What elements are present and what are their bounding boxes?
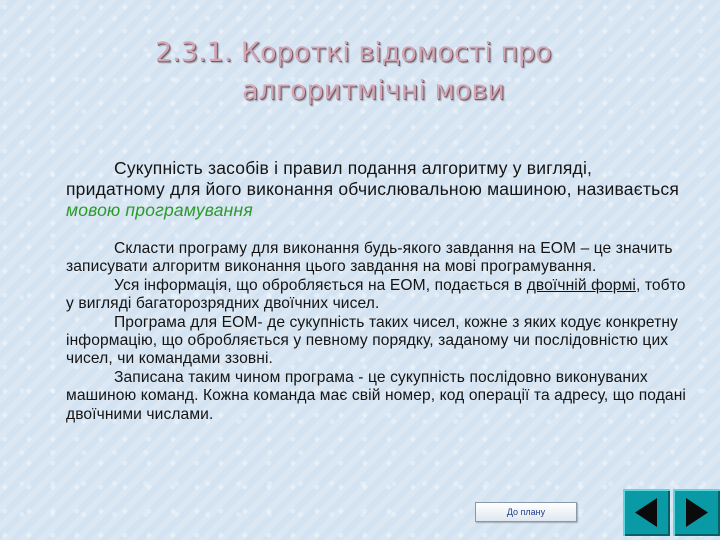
body-paragraph-1 xyxy=(66,240,696,277)
body-paragraph-4 xyxy=(66,369,696,424)
intro-paragraph xyxy=(66,158,696,221)
to-plan-button[interactable]: До плану xyxy=(475,502,577,522)
prev-slide-button[interactable] xyxy=(623,489,670,536)
intro-term: мовою програмування xyxy=(66,200,253,220)
body-paragraph-3-text: Програма для ЕОМ- де сукупність таких чисел, кожне з яких кодує конкретну інформацію, що обробляється у певному порядку, заданому чи послідовністю цих чисел, чи командами ззовні. xyxy=(66,313,679,368)
slide-title-line1: 2.3.1. Короткі відомості про xyxy=(155,37,552,68)
body-paragraph-2-text-end: , тобто у вигляді багаторозрядних двоїчних чисел. xyxy=(66,276,686,313)
body-paragraph-2 xyxy=(66,277,696,314)
intro-text: Сукупність засобів і правил подання алгоритму у вигляді, придатному для його виконання обчислювальною машиною, називається xyxy=(66,158,680,199)
next-slide-button[interactable] xyxy=(673,489,720,536)
body-paragraph-3 xyxy=(66,314,696,369)
body-paragraph-2-text: Уся інформація, що обробляється на ЕОМ, подається в xyxy=(114,276,527,294)
triangle-left-icon xyxy=(623,489,670,536)
slide-title-line2: алгоритмічні мови xyxy=(242,75,505,106)
body-paragraph-4-text: Записана таким чином програма - це сукупність послідовно виконуваних машиною команд. Кожна команда має свій номер, код операції та адресу, що подані двоїчними числами. xyxy=(66,368,686,423)
body-paragraph-1-text: Скласти програму для виконання будь-якого завдання на ЕОМ – це значить записувати алгоритм виконання цього завдання на мові програмування. xyxy=(66,240,673,276)
body-text xyxy=(66,240,696,424)
triangle-right-icon xyxy=(673,489,720,536)
body-paragraph-2-underlined: двоїчній формі xyxy=(526,276,636,294)
slide-title xyxy=(0,34,720,110)
